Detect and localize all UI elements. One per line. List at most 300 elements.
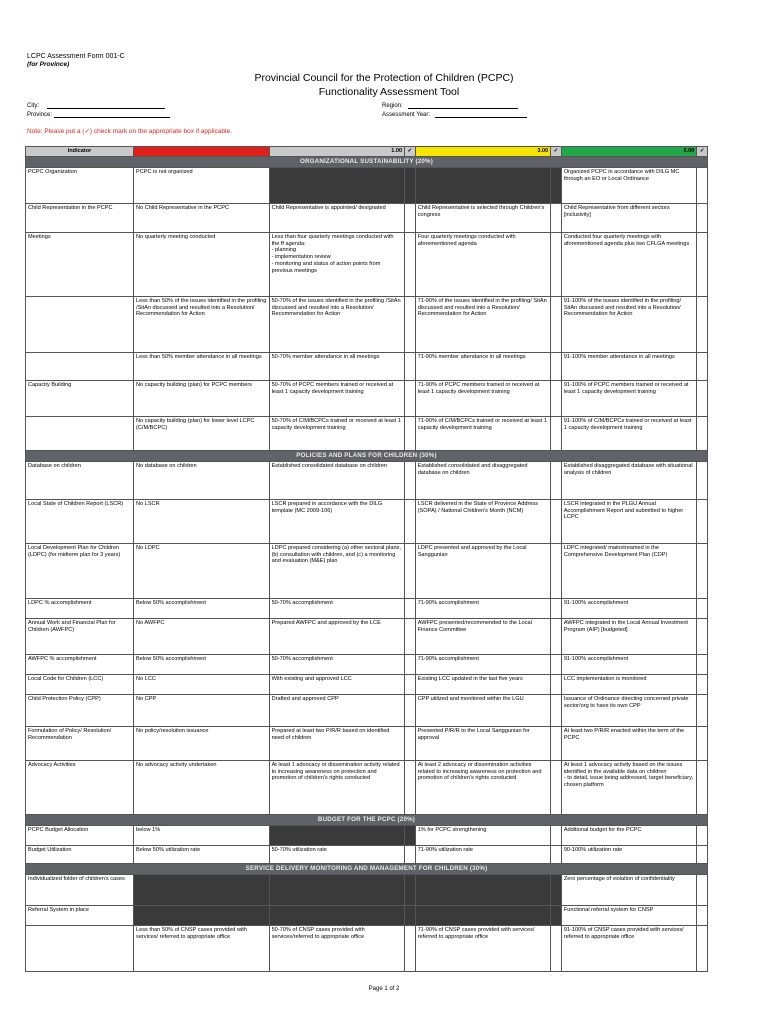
indicator-cell xyxy=(26,168,134,204)
table-row xyxy=(26,353,708,381)
level-0-cell xyxy=(134,826,270,846)
level-3-cell-text: 71-90% accomplishment xyxy=(417,600,479,606)
check-box-3[interactable] xyxy=(551,599,562,619)
check-box-1[interactable] xyxy=(405,204,416,233)
indicator-cell-text: Local Development Plan for Children (LDPC) (for midterm plan for 3 years) xyxy=(28,545,121,558)
check-box-3[interactable] xyxy=(551,846,562,864)
check-box-3[interactable] xyxy=(551,695,562,727)
level-5-cell-text: AWFPC integrated in the Local Annual Investment Program (AIP) [budgeted] xyxy=(563,620,688,633)
check-box-3[interactable] xyxy=(551,544,562,599)
level-0-cell xyxy=(134,675,270,695)
region-field[interactable] xyxy=(382,101,518,109)
check-box-5[interactable] xyxy=(697,353,708,381)
check-box-5[interactable] xyxy=(697,727,708,761)
level-1-cell-text: 50-70% utilization rate xyxy=(271,847,327,853)
indicator-cell xyxy=(26,655,134,675)
level-5-cell-text: Issuance of Ordinance directing concerned private sector/org to have its own CPP xyxy=(563,696,689,709)
check-box-3[interactable] xyxy=(551,926,562,972)
check-box-5[interactable] xyxy=(697,846,708,864)
level-5-cell-text: Functional referral system for CNSP xyxy=(563,907,654,913)
check-box-3[interactable] xyxy=(551,297,562,353)
level-3-cell xyxy=(415,462,551,500)
level-0-cell-text: Less than 50% of CNSP cases provided with services/ referred to appropriate office xyxy=(136,927,247,940)
level-0-cell-text: No LDPC xyxy=(136,545,160,551)
level-0-cell xyxy=(134,906,270,926)
level-0-cell-text: Below 50% accomplishment xyxy=(136,656,206,662)
province-field[interactable] xyxy=(27,110,170,118)
level-3-cell xyxy=(415,297,551,353)
level-5-cell xyxy=(561,168,697,204)
level-5-cell-text: 91-100% member attendance in all meetings xyxy=(563,354,675,360)
level-3-cell xyxy=(415,875,551,906)
check-box-5[interactable] xyxy=(697,381,708,417)
check-box-5[interactable] xyxy=(697,500,708,544)
level-3-cell xyxy=(415,168,551,204)
level-5-cell-text: 91-100% of the issues identified in the profiling/ SitAn discussed and resulted into a Resolution/ Recommendation for Action xyxy=(563,298,682,318)
level-0-cell xyxy=(134,599,270,619)
level-1-cell xyxy=(269,168,405,204)
check-box-5[interactable] xyxy=(697,619,708,655)
level-5-cell xyxy=(561,875,697,906)
level-3-cell-text: 71-90% of CNSP cases provided with services/ referred to appropriate office xyxy=(417,927,535,940)
level-0-cell xyxy=(134,875,270,906)
level-0-cell-text: PCPC is not organized xyxy=(136,169,193,175)
indicator-cell-text: Annual Work and Financial Plan for Children (AWFPC) xyxy=(28,620,116,633)
page-subtitle: Functionality Assessment Tool xyxy=(318,86,460,98)
check-box-3[interactable] xyxy=(551,761,562,815)
indicator-cell xyxy=(26,462,134,500)
table-row xyxy=(26,544,708,599)
check-box-1[interactable] xyxy=(405,926,416,972)
level-3-cell xyxy=(415,727,551,761)
level-1-cell-text: Prepared at least two P/R/R based on identified need of children xyxy=(271,728,390,741)
level-5-cell-text: 91-100% accomplishment xyxy=(563,656,629,662)
level-1-cell-text: Established consolidated database on children xyxy=(271,463,387,469)
level-1-cell xyxy=(269,695,405,727)
table-row xyxy=(26,168,708,204)
level-5-cell xyxy=(561,233,697,297)
table-row xyxy=(26,906,708,926)
level-1-cell xyxy=(269,462,405,500)
level-0-cell-text: below 1% xyxy=(136,827,161,833)
check-box-1[interactable] xyxy=(405,826,416,846)
level-1-cell xyxy=(269,926,405,972)
level-0-cell xyxy=(134,381,270,417)
indicator-cell xyxy=(26,875,134,906)
level-5-cell xyxy=(561,417,697,451)
indicator-cell xyxy=(26,297,134,353)
level-3-cell-text: Existing LCC updated in the last five years xyxy=(417,676,523,682)
table-row xyxy=(26,500,708,544)
level-3-cell xyxy=(415,619,551,655)
check-box-3[interactable] xyxy=(551,233,562,297)
indicator-cell xyxy=(26,727,134,761)
check-box-5[interactable] xyxy=(697,695,708,727)
level-1-cell-text: LDPC prepared considering (a) other sectoral plans, (b) consultation with children, and (c) a monitoring and evaluation (M&E) plan xyxy=(271,545,401,565)
table-row xyxy=(26,846,708,864)
level-1-cell-text: LSCR prepared in accordance with the DILG template (MC 2009-106) xyxy=(271,501,383,514)
check-box-1[interactable] xyxy=(405,381,416,417)
level-3-cell-text: 71-90% accomplishment xyxy=(417,656,479,662)
level-3-cell xyxy=(415,846,551,864)
check-box-5[interactable] xyxy=(697,761,708,815)
indicator-cell xyxy=(26,619,134,655)
check-box-1[interactable] xyxy=(405,675,416,695)
section-header xyxy=(26,815,708,826)
level-5-cell-text: LSCR integrated in the PLGU Annual Accomplishment Report and submitted to higher LCPC xyxy=(563,501,684,521)
check-box-5[interactable] xyxy=(697,168,708,204)
level-5-cell xyxy=(561,826,697,846)
level-1-cell xyxy=(269,826,405,846)
check-box-5[interactable] xyxy=(697,599,708,619)
indicator-cell-text: AWFPC % accomplishment xyxy=(28,656,97,662)
indicator-cell xyxy=(26,233,134,297)
section-title: POLICIES AND PLANS FOR CHILDREN (30%) xyxy=(26,451,708,462)
table-row xyxy=(26,675,708,695)
check-box-3[interactable] xyxy=(551,675,562,695)
instruction-note: Note: Please put a (✓) check mark on the appropriate box if applicable. xyxy=(27,128,232,135)
check-box-5[interactable] xyxy=(697,926,708,972)
level-1-cell-text: At least 1 advocacy or dissemination activity related to increasing awareness on protection and promotion of children's rights conducted xyxy=(271,762,400,782)
level-1-cell-text: 50-70% of the issues identified in the profiling /SitAn discussed and resulted into a Resolution/ Recommendation for Action xyxy=(271,298,401,318)
table-row xyxy=(26,599,708,619)
level-3-cell xyxy=(415,926,551,972)
level-0-cell xyxy=(134,619,270,655)
check-box-3[interactable] xyxy=(551,353,562,381)
level-5-cell-text: 91-100% of C/M/BCPCs trained or received at least 1 capacity development training xyxy=(563,418,692,431)
level-0-cell xyxy=(134,168,270,204)
level-1-cell xyxy=(269,761,405,815)
level-3-cell xyxy=(415,417,551,451)
level-3-cell xyxy=(415,599,551,619)
header-check-1: ✓ xyxy=(405,147,416,157)
check-box-5[interactable] xyxy=(697,826,708,846)
indicator-cell xyxy=(26,417,134,451)
level-1-cell xyxy=(269,233,405,297)
level-1-cell xyxy=(269,727,405,761)
table-row xyxy=(26,297,708,353)
check-box-1[interactable] xyxy=(405,544,416,599)
level-0-cell xyxy=(134,462,270,500)
indicator-cell-text: Individualized folder of children's cases xyxy=(28,876,125,882)
header-score-5: 5.00 xyxy=(561,147,697,157)
level-3-cell-text: Presented P/R/R to the Local Sanggunian for approval xyxy=(417,728,530,741)
check-box-3[interactable] xyxy=(551,381,562,417)
check-box-1[interactable] xyxy=(405,761,416,815)
indicator-cell xyxy=(26,926,134,972)
indicator-cell-text: Child Representation in the PCPC xyxy=(28,205,113,211)
check-box-3[interactable] xyxy=(551,906,562,926)
indicator-cell-text: LDPC % accomplishment xyxy=(28,600,92,606)
level-3-cell-text: 71-90% of the issues identified in the profiling/ SitAn discussed and resulted into a Resolution/ Recommendation for Action xyxy=(417,298,547,318)
level-1-cell xyxy=(269,846,405,864)
level-5-cell xyxy=(561,619,697,655)
indicator-cell-text: Local Code for Children (LCC) xyxy=(28,676,104,682)
header-score-0 xyxy=(134,147,270,157)
check-box-1[interactable] xyxy=(405,500,416,544)
level-1-cell-text: 50-70% of PCPC members trained or received at least 1 capacity development training xyxy=(271,382,394,395)
table-row xyxy=(26,761,708,815)
check-box-1[interactable] xyxy=(405,846,416,864)
indicator-cell xyxy=(26,826,134,846)
level-0-cell-text: No quarterly meeting conducted xyxy=(136,234,216,240)
check-box-5[interactable] xyxy=(697,204,708,233)
check-box-5[interactable] xyxy=(697,675,708,695)
level-5-cell-text: At least two P/R/R enacted within the term of the PCPC xyxy=(563,728,685,741)
indicator-cell-text: Meetings xyxy=(28,234,51,240)
indicator-cell-text: Local State of Children Report (LSCR) xyxy=(28,501,124,507)
check-box-1[interactable] xyxy=(405,297,416,353)
check-box-3[interactable] xyxy=(551,417,562,451)
level-3-cell xyxy=(415,500,551,544)
check-box-3[interactable] xyxy=(551,462,562,500)
level-1-cell-text: With existing and approved LCC xyxy=(271,676,352,682)
level-3-cell-text: 71-90% utilization rate xyxy=(417,847,474,853)
check-box-1[interactable] xyxy=(405,462,416,500)
level-1-cell-text: Child Representative is appointed/ designated xyxy=(271,205,386,211)
check-box-5[interactable] xyxy=(697,297,708,353)
indicator-cell xyxy=(26,695,134,727)
level-1-cell xyxy=(269,417,405,451)
check-box-3[interactable] xyxy=(551,168,562,204)
table-row xyxy=(26,381,708,417)
level-0-cell xyxy=(134,233,270,297)
level-5-cell xyxy=(561,695,697,727)
table-row xyxy=(26,619,708,655)
level-3-cell xyxy=(415,826,551,846)
table-row xyxy=(26,417,708,451)
indicator-cell-text: Budget Utilization xyxy=(28,847,72,853)
check-box-1[interactable] xyxy=(405,619,416,655)
level-1-cell-text: 50-70% of CNSP cases provided with services/referred to appropriate office xyxy=(271,927,365,940)
level-1-cell-text: Less than four quarterly meetings conducted with the ff agenda: - planning - implementation review - monitoring and status of action points from previous meetings xyxy=(271,234,394,274)
level-5-cell xyxy=(561,727,697,761)
level-5-cell xyxy=(561,204,697,233)
level-5-cell-text: Organized PCPC in accordance with DILG MC through an EO or Local Ordinance xyxy=(563,169,680,182)
province-input-line[interactable] xyxy=(54,110,170,118)
page-number: Page 1 of 2 xyxy=(368,986,400,992)
level-5-cell xyxy=(561,353,697,381)
level-1-cell-text: 50-70% of C/M/BCPCs trained or received at least 1 capacity development training xyxy=(271,418,401,431)
check-box-3[interactable] xyxy=(551,204,562,233)
header-indicator: Indicator xyxy=(26,147,134,157)
check-box-1[interactable] xyxy=(405,599,416,619)
indicator-cell-text: Advocacy Activities xyxy=(28,762,76,768)
indicator-cell xyxy=(26,353,134,381)
level-3-cell xyxy=(415,544,551,599)
level-0-cell xyxy=(134,926,270,972)
check-box-1[interactable] xyxy=(405,233,416,297)
table-row xyxy=(26,695,708,727)
level-1-cell xyxy=(269,500,405,544)
indicator-cell-text: PCPC Budget Allocation xyxy=(28,827,89,833)
level-3-cell-text: CPP utilized and monitored within the LGU xyxy=(417,696,524,702)
level-3-cell xyxy=(415,906,551,926)
level-1-cell xyxy=(269,906,405,926)
indicator-cell xyxy=(26,204,134,233)
level-0-cell xyxy=(134,655,270,675)
check-box-1[interactable] xyxy=(405,168,416,204)
level-1-cell xyxy=(269,619,405,655)
check-box-5[interactable] xyxy=(697,875,708,906)
indicator-cell-text: Formulation of Policy/ Resolution/ Recommendation xyxy=(28,728,112,741)
header-score-1: 1.00 xyxy=(269,147,405,157)
level-1-cell-text: Prepared AWFPC and approved by the LCE xyxy=(271,620,381,626)
region-label: Region: xyxy=(382,103,403,109)
level-1-cell xyxy=(269,875,405,906)
section-header xyxy=(26,864,708,875)
check-box-1[interactable] xyxy=(405,695,416,727)
level-3-cell-text: Four quarterly meetings conducted with aforementioned agenda xyxy=(417,234,516,247)
level-3-cell xyxy=(415,761,551,815)
form-subtitle: (for Province) xyxy=(27,61,70,68)
check-box-5[interactable] xyxy=(697,462,708,500)
level-0-cell-text: No AWFPC xyxy=(136,620,165,626)
level-5-cell xyxy=(561,599,697,619)
level-3-cell-text: Child Representative is selected through Children's congress xyxy=(417,205,545,218)
level-0-cell-text: No capacity building (plan) for PCPC members xyxy=(136,382,252,388)
level-0-cell-text: No policy/resolution issuance xyxy=(136,728,209,734)
table-header-row xyxy=(26,147,708,157)
city-input-line[interactable] xyxy=(47,101,165,109)
level-3-cell-text: Established consolidated and disaggregated database on children xyxy=(417,463,528,476)
indicator-cell xyxy=(26,599,134,619)
region-input-line[interactable] xyxy=(408,101,518,109)
level-3-cell-text: LDPC presented and approved by the Local Sanggunian xyxy=(417,545,527,558)
level-5-cell-text: 91-100% of CNSP cases provided with services/ referred to appropriate office xyxy=(563,927,684,940)
check-box-1[interactable] xyxy=(405,906,416,926)
level-5-cell xyxy=(561,846,697,864)
level-1-cell xyxy=(269,297,405,353)
check-box-3[interactable] xyxy=(551,875,562,906)
assessment-year-input-line[interactable] xyxy=(435,110,527,118)
check-box-1[interactable] xyxy=(405,727,416,761)
level-3-cell-text: 71-90% of C/M/BCPCs trained or received at least 1 capacity development training xyxy=(417,418,548,431)
level-3-cell xyxy=(415,204,551,233)
level-1-cell-text: 50-70% member attendance in all meetings xyxy=(271,354,380,360)
level-1-cell xyxy=(269,655,405,675)
section-title: ORGANIZATIONAL SUSTAINABILITY (20%) xyxy=(26,157,708,168)
check-box-5[interactable] xyxy=(697,417,708,451)
indicator-cell xyxy=(26,906,134,926)
check-box-3[interactable] xyxy=(551,826,562,846)
level-1-cell xyxy=(269,204,405,233)
level-5-cell-text: 91-100% of PCPC members trained or received at least 1 capacity development training xyxy=(563,382,689,395)
check-box-1[interactable] xyxy=(405,875,416,906)
province-label: Province: xyxy=(27,112,53,118)
section-header xyxy=(26,157,708,168)
level-3-cell xyxy=(415,381,551,417)
level-5-cell-text: LCC implementation is monitored xyxy=(563,676,647,682)
check-box-5[interactable] xyxy=(697,233,708,297)
level-3-cell xyxy=(415,233,551,297)
level-5-cell-text: 90-100% utilization rate xyxy=(563,847,623,853)
level-5-cell xyxy=(561,675,697,695)
indicator-cell-text: Child Protection Policy (CPP) xyxy=(28,696,101,702)
level-0-cell xyxy=(134,417,270,451)
section-header xyxy=(26,451,708,462)
table-row xyxy=(26,655,708,675)
check-box-5[interactable] xyxy=(697,655,708,675)
level-3-cell-text: At least 2 advocacy or dissemination activities related to increasing awareness on protection and promotion of children's rights conducted xyxy=(417,762,542,782)
city-label: City: xyxy=(27,103,39,109)
table-row xyxy=(26,233,708,297)
level-5-cell xyxy=(561,381,697,417)
indicator-cell xyxy=(26,500,134,544)
table-row xyxy=(26,204,708,233)
level-5-cell-text: Additional budget for the PCPC xyxy=(563,827,642,833)
level-1-cell xyxy=(269,544,405,599)
level-5-cell-text: Zero percentage of violation of confidentiality xyxy=(563,876,675,882)
level-5-cell xyxy=(561,761,697,815)
check-box-1[interactable] xyxy=(405,655,416,675)
indicator-cell xyxy=(26,381,134,417)
level-1-cell xyxy=(269,675,405,695)
level-0-cell-text: No advocacy activity undertaken xyxy=(136,762,217,768)
check-box-3[interactable] xyxy=(551,500,562,544)
assessment-table xyxy=(25,146,708,972)
check-box-1[interactable] xyxy=(405,353,416,381)
level-0-cell-text: Less than 50% member attendance in all meetings xyxy=(136,354,262,360)
level-0-cell-text: Below 50% accomplishment xyxy=(136,600,206,606)
level-3-cell xyxy=(415,353,551,381)
assessment-year-field[interactable] xyxy=(382,110,527,118)
level-0-cell xyxy=(134,761,270,815)
table-row xyxy=(26,826,708,846)
level-5-cell xyxy=(561,462,697,500)
level-5-cell-text: LDPC integrated/ mainstreamed in the Comprehensive Development Plan (CDP) xyxy=(563,545,668,558)
check-box-3[interactable] xyxy=(551,727,562,761)
section-title: SERVICE DELIVERY MONITORING AND MANAGEMENT FOR CHILDREN (30%) xyxy=(26,864,708,875)
level-1-cell-text: 50-70% accomplishment xyxy=(271,600,333,606)
level-0-cell-text: Less than 50% of the issues identified in the profiling /SitAn discussed and resulted into a Resolution/ Recommendation for Action xyxy=(136,298,267,318)
level-0-cell xyxy=(134,727,270,761)
check-box-1[interactable] xyxy=(405,417,416,451)
level-1-cell xyxy=(269,599,405,619)
page-title: Provincial Council for the Protection of Children (PCPC) xyxy=(254,72,514,84)
level-5-cell xyxy=(561,544,697,599)
indicator-cell xyxy=(26,846,134,864)
level-3-cell-text: LSCR delivered in the State of Province Address (SOPA) / National Children's Month (NCM) xyxy=(417,501,539,514)
level-3-cell xyxy=(415,695,551,727)
level-5-cell-text: At least 1 advocacy activity based on the issues identified in the available data on children - to detail, issue being addressed, target beneficiary, chosen platform xyxy=(563,762,694,789)
table-row xyxy=(26,926,708,972)
level-5-cell xyxy=(561,906,697,926)
level-0-cell-text: No Child Representative in the PCPC xyxy=(136,205,229,211)
check-box-5[interactable] xyxy=(697,906,708,926)
level-5-cell xyxy=(561,500,697,544)
level-3-cell-text: 1% for PCPC strengthening xyxy=(417,827,487,833)
city-field[interactable] xyxy=(27,101,165,109)
check-box-5[interactable] xyxy=(697,544,708,599)
check-box-3[interactable] xyxy=(551,655,562,675)
level-3-cell-text: 71-90% of PCPC members trained or received at least 1 capacity development training xyxy=(417,382,540,395)
level-0-cell xyxy=(134,353,270,381)
indicator-cell-text: Referral System in place xyxy=(28,907,89,913)
level-5-cell xyxy=(561,926,697,972)
level-0-cell-text: No CPP xyxy=(136,696,157,702)
indicator-cell-text: PCPC Organization xyxy=(28,169,77,175)
level-1-cell-text: 50-70% accomplishment xyxy=(271,656,333,662)
level-0-cell-text: Below 50% utilization rate xyxy=(136,847,201,853)
level-1-cell-text: Drafted and approved CPP xyxy=(271,696,339,702)
check-box-3[interactable] xyxy=(551,619,562,655)
indicator-cell xyxy=(26,544,134,599)
indicator-cell-text: Database on children xyxy=(28,463,81,469)
assessment-year-label: Assessment Year: xyxy=(382,112,431,118)
level-5-cell-text: 91-100% accomplishment xyxy=(563,600,629,606)
level-3-cell xyxy=(415,675,551,695)
